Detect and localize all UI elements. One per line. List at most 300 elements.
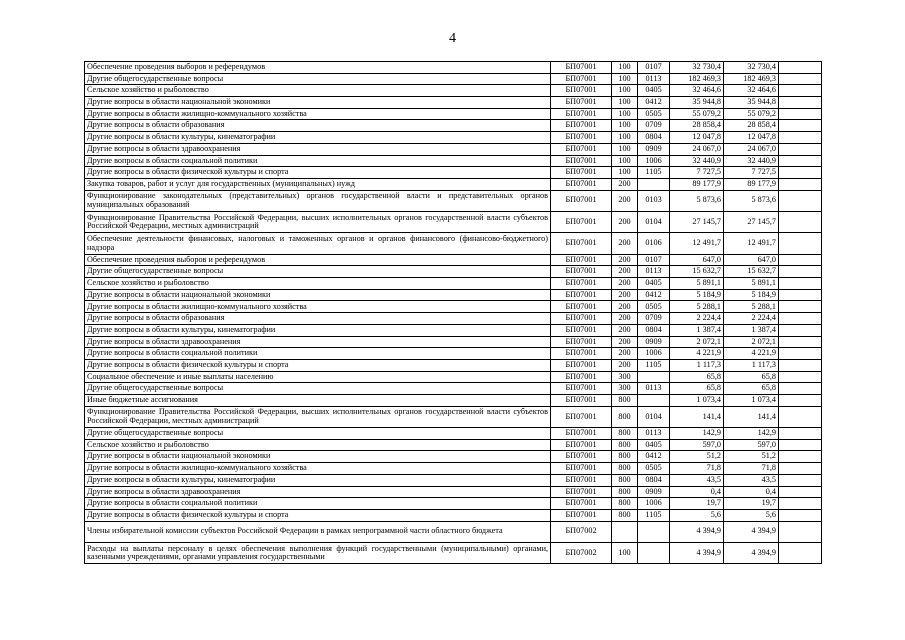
target-article-code: БП07001 (551, 120, 612, 132)
table-row (85, 120, 822, 132)
expense-name: Другие общегосударственные вопросы (85, 383, 551, 395)
table-row (85, 233, 822, 254)
empty-cell (779, 394, 822, 406)
amount-year-1: 1 073,4 (670, 394, 724, 406)
expense-type-code: 100 (612, 155, 638, 167)
table-row (85, 155, 822, 167)
amount-year-2: 43,5 (724, 474, 779, 486)
amount-year-2: 4 221,9 (724, 348, 779, 360)
expense-name: Функционирование законодательных (представительных) органов государственной власти и представительных органов муниципальных образований (85, 190, 551, 211)
expense-type-code: 800 (612, 394, 638, 406)
table-row (85, 521, 822, 542)
expense-name: Другие вопросы в области жилищно-коммунального хозяйства (85, 301, 551, 313)
target-article-code: БП07001 (551, 486, 612, 498)
budget-table-body (85, 62, 822, 564)
expense-type-code: 200 (612, 301, 638, 313)
table-row (85, 85, 822, 97)
expense-name: Другие вопросы в области физической культуры и спорта (85, 359, 551, 371)
expense-type-code: 800 (612, 463, 638, 475)
amount-year-2: 142,9 (724, 428, 779, 440)
expense-name: Другие вопросы в области здравоохранения (85, 143, 551, 155)
amount-year-2: 27 145,7 (724, 211, 779, 232)
section-code: 0412 (638, 451, 670, 463)
amount-year-2: 65,8 (724, 383, 779, 395)
table-row (85, 313, 822, 325)
section-code: 1105 (638, 167, 670, 179)
expense-name: Другие вопросы в области социальной политики (85, 498, 551, 510)
target-article-code: БП07001 (551, 324, 612, 336)
table-row (85, 439, 822, 451)
expense-name: Другие вопросы в области физической культуры и спорта (85, 509, 551, 521)
amount-year-2: 51,2 (724, 451, 779, 463)
amount-year-2: 12 047,8 (724, 132, 779, 144)
table-row (85, 143, 822, 155)
amount-year-1: 12 491,7 (670, 233, 724, 254)
section-code: 0505 (638, 301, 670, 313)
target-article-code: БП07001 (551, 348, 612, 360)
table-row (85, 486, 822, 498)
empty-cell (779, 143, 822, 155)
section-code: 0909 (638, 486, 670, 498)
amount-year-1: 2 072,1 (670, 336, 724, 348)
amount-year-2: 55 079,2 (724, 108, 779, 120)
target-article-code: БП07001 (551, 211, 612, 232)
section-code: 1006 (638, 498, 670, 510)
empty-cell (779, 439, 822, 451)
amount-year-1: 142,9 (670, 428, 724, 440)
target-article-code: БП07001 (551, 254, 612, 266)
expense-type-code: 200 (612, 348, 638, 360)
expense-type-code: 100 (612, 120, 638, 132)
target-article-code: БП07001 (551, 313, 612, 325)
target-article-code: БП07001 (551, 278, 612, 290)
section-code: 0709 (638, 313, 670, 325)
expense-type-code: 100 (612, 62, 638, 74)
section-code (638, 542, 670, 563)
empty-cell (779, 97, 822, 109)
table-row (85, 278, 822, 290)
expense-name: Другие вопросы в области социальной политики (85, 155, 551, 167)
amount-year-1: 141,4 (670, 406, 724, 427)
table-row (85, 62, 822, 74)
section-code: 0804 (638, 474, 670, 486)
expense-name: Другие общегосударственные вопросы (85, 73, 551, 85)
expense-type-code: 800 (612, 486, 638, 498)
expense-type-code: 100 (612, 167, 638, 179)
expense-name: Обеспечение проведения выборов и референдумов (85, 62, 551, 74)
section-code: 0804 (638, 324, 670, 336)
table-row (85, 324, 822, 336)
target-article-code: БП07001 (551, 383, 612, 395)
expense-name: Другие вопросы в области жилищно-коммунального хозяйства (85, 108, 551, 120)
expense-name: Иные бюджетные ассигнования (85, 394, 551, 406)
expense-name: Другие вопросы в области национальной экономики (85, 97, 551, 109)
expense-type-code: 100 (612, 73, 638, 85)
table-row (85, 451, 822, 463)
amount-year-1: 182 469,3 (670, 73, 724, 85)
expense-type-code: 300 (612, 383, 638, 395)
expense-type-code: 200 (612, 266, 638, 278)
amount-year-1: 32 440,9 (670, 155, 724, 167)
amount-year-2: 5,6 (724, 509, 779, 521)
section-code (638, 371, 670, 383)
section-code: 0412 (638, 289, 670, 301)
section-code (638, 178, 670, 190)
target-article-code: БП07001 (551, 85, 612, 97)
table-row (85, 97, 822, 109)
target-article-code: БП07001 (551, 73, 612, 85)
expense-type-code: 800 (612, 451, 638, 463)
empty-cell (779, 406, 822, 427)
empty-cell (779, 167, 822, 179)
section-code: 0107 (638, 62, 670, 74)
section-code: 0113 (638, 266, 670, 278)
empty-cell (779, 498, 822, 510)
expense-type-code: 300 (612, 371, 638, 383)
expense-type-code: 200 (612, 278, 638, 290)
amount-year-1: 2 224,4 (670, 313, 724, 325)
empty-cell (779, 211, 822, 232)
amount-year-2: 12 491,7 (724, 233, 779, 254)
expense-type-code: 100 (612, 85, 638, 97)
empty-cell (779, 178, 822, 190)
expense-name: Расходы на выплаты персоналу в целях обеспечения выполнения функций государственными (муниципальными) органами, казенными учреждениями, органами управления государственными (85, 542, 551, 563)
table-row (85, 211, 822, 232)
section-code: 0909 (638, 336, 670, 348)
empty-cell (779, 289, 822, 301)
table-row (85, 178, 822, 190)
expense-type-code: 200 (612, 324, 638, 336)
amount-year-1: 65,8 (670, 383, 724, 395)
expense-name: Другие вопросы в области культуры, кинематографии (85, 132, 551, 144)
expense-type-code: 100 (612, 132, 638, 144)
empty-cell (779, 155, 822, 167)
section-code: 0505 (638, 108, 670, 120)
amount-year-1: 19,7 (670, 498, 724, 510)
empty-cell (779, 85, 822, 97)
table-row (85, 254, 822, 266)
table-row (85, 132, 822, 144)
empty-cell (779, 428, 822, 440)
target-article-code: БП07001 (551, 167, 612, 179)
amount-year-1: 89 177,9 (670, 178, 724, 190)
page-number: 4 (449, 31, 456, 46)
expense-type-code: 200 (612, 233, 638, 254)
expense-type-code: 800 (612, 474, 638, 486)
empty-cell (779, 108, 822, 120)
expense-name: Другие вопросы в области социальной политики (85, 348, 551, 360)
amount-year-2: 19,7 (724, 498, 779, 510)
expense-name: Сельское хозяйство и рыболовство (85, 278, 551, 290)
expense-name: Другие вопросы в области здравоохранения (85, 486, 551, 498)
section-code: 0405 (638, 439, 670, 451)
expense-name: Другие вопросы в области культуры, кинематографии (85, 324, 551, 336)
empty-cell (779, 73, 822, 85)
empty-cell (779, 371, 822, 383)
target-article-code: БП07001 (551, 406, 612, 427)
amount-year-2: 597,0 (724, 439, 779, 451)
table-row (85, 498, 822, 510)
amount-year-2: 647,0 (724, 254, 779, 266)
section-code: 1105 (638, 359, 670, 371)
target-article-code: БП07001 (551, 498, 612, 510)
amount-year-2: 4 394,9 (724, 542, 779, 563)
empty-cell (779, 383, 822, 395)
section-code: 0103 (638, 190, 670, 211)
amount-year-1: 43,5 (670, 474, 724, 486)
amount-year-1: 55 079,2 (670, 108, 724, 120)
amount-year-2: 5 184,9 (724, 289, 779, 301)
amount-year-2: 1 387,4 (724, 324, 779, 336)
amount-year-2: 32 440,9 (724, 155, 779, 167)
amount-year-1: 4 394,9 (670, 542, 724, 563)
expense-type-code: 200 (612, 178, 638, 190)
amount-year-1: 5 184,9 (670, 289, 724, 301)
expense-name: Функционирование Правительства Российской Федерации, высших исполнительных органов государственной власти субъектов Российской Федерации, местных администраций (85, 211, 551, 232)
section-code: 0405 (638, 278, 670, 290)
expense-name: Другие вопросы в области образования (85, 120, 551, 132)
target-article-code: БП07001 (551, 359, 612, 371)
target-article-code: БП07001 (551, 132, 612, 144)
empty-cell (779, 359, 822, 371)
amount-year-1: 51,2 (670, 451, 724, 463)
expense-name: Другие вопросы в области культуры, кинематографии (85, 474, 551, 486)
table-row (85, 406, 822, 427)
section-code (638, 394, 670, 406)
amount-year-1: 71,8 (670, 463, 724, 475)
expense-type-code: 200 (612, 289, 638, 301)
target-article-code: БП07001 (551, 474, 612, 486)
table-row (85, 359, 822, 371)
table-row (85, 289, 822, 301)
target-article-code: БП07001 (551, 336, 612, 348)
table-row (85, 428, 822, 440)
expense-name: Другие вопросы в области образования (85, 313, 551, 325)
section-code (638, 521, 670, 542)
expense-name: Функционирование Правительства Российской Федерации, высших исполнительных органов государственной власти субъектов Российской Федерации, местных администраций (85, 406, 551, 427)
table-row (85, 383, 822, 395)
section-code: 0106 (638, 233, 670, 254)
table-row (85, 509, 822, 521)
expense-type-code: 100 (612, 542, 638, 563)
empty-cell (779, 474, 822, 486)
amount-year-1: 5,6 (670, 509, 724, 521)
amount-year-1: 1 387,4 (670, 324, 724, 336)
target-article-code: БП07001 (551, 62, 612, 74)
table-row (85, 108, 822, 120)
expense-type-code: 100 (612, 143, 638, 155)
amount-year-2: 32 464,6 (724, 85, 779, 97)
amount-year-1: 597,0 (670, 439, 724, 451)
amount-year-2: 5 873,6 (724, 190, 779, 211)
empty-cell (779, 336, 822, 348)
amount-year-1: 7 727,5 (670, 167, 724, 179)
target-article-code: БП07001 (551, 108, 612, 120)
amount-year-2: 0,4 (724, 486, 779, 498)
target-article-code: БП07001 (551, 155, 612, 167)
table-row (85, 474, 822, 486)
expense-name: Другие общегосударственные вопросы (85, 428, 551, 440)
section-code: 0909 (638, 143, 670, 155)
expense-name: Социальное обеспечение и иные выплаты населению (85, 371, 551, 383)
target-article-code: БП07001 (551, 233, 612, 254)
target-article-code: БП07001 (551, 266, 612, 278)
expense-type-code: 200 (612, 313, 638, 325)
target-article-code: БП07001 (551, 178, 612, 190)
amount-year-2: 35 944,8 (724, 97, 779, 109)
amount-year-1: 27 145,7 (670, 211, 724, 232)
expense-name: Закупка товаров, работ и услуг для государственных (муниципальных) нужд (85, 178, 551, 190)
table-row (85, 348, 822, 360)
section-code: 0412 (638, 97, 670, 109)
amount-year-2: 5 288,1 (724, 301, 779, 313)
empty-cell (779, 463, 822, 475)
empty-cell (779, 266, 822, 278)
table-row (85, 336, 822, 348)
section-code: 0104 (638, 406, 670, 427)
empty-cell (779, 301, 822, 313)
target-article-code: БП07001 (551, 394, 612, 406)
section-code: 1006 (638, 155, 670, 167)
section-code: 0104 (638, 211, 670, 232)
amount-year-1: 12 047,8 (670, 132, 724, 144)
target-article-code: БП07001 (551, 289, 612, 301)
amount-year-1: 5 288,1 (670, 301, 724, 313)
empty-cell (779, 509, 822, 521)
amount-year-1: 24 067,0 (670, 143, 724, 155)
section-code: 1105 (638, 509, 670, 521)
target-article-code: БП07001 (551, 428, 612, 440)
empty-cell (779, 233, 822, 254)
amount-year-1: 4 221,9 (670, 348, 724, 360)
amount-year-1: 32 730,4 (670, 62, 724, 74)
table-row (85, 394, 822, 406)
amount-year-1: 35 944,8 (670, 97, 724, 109)
expense-name: Члены избирательной комиссии субъектов Российской Федерации в рамках непрограммной части областного бюджета (85, 521, 551, 542)
table-row (85, 266, 822, 278)
amount-year-2: 182 469,3 (724, 73, 779, 85)
expense-type-code (612, 521, 638, 542)
amount-year-1: 647,0 (670, 254, 724, 266)
expense-name: Сельское хозяйство и рыболовство (85, 439, 551, 451)
empty-cell (779, 278, 822, 290)
expense-name: Другие вопросы в области жилищно-коммунального хозяйства (85, 463, 551, 475)
empty-cell (779, 190, 822, 211)
amount-year-2: 71,8 (724, 463, 779, 475)
amount-year-2: 4 394,9 (724, 521, 779, 542)
target-article-code: БП07002 (551, 521, 612, 542)
target-article-code: БП07001 (551, 463, 612, 475)
section-code: 0709 (638, 120, 670, 132)
expense-name: Другие вопросы в области физической культуры и спорта (85, 167, 551, 179)
expense-type-code: 200 (612, 254, 638, 266)
empty-cell (779, 451, 822, 463)
amount-year-1: 15 632,7 (670, 266, 724, 278)
expense-type-code: 100 (612, 97, 638, 109)
expense-type-code: 200 (612, 190, 638, 211)
table-row (85, 542, 822, 563)
section-code: 0113 (638, 383, 670, 395)
section-code: 0405 (638, 85, 670, 97)
amount-year-2: 28 858,4 (724, 120, 779, 132)
expense-name: Другие вопросы в области национальной экономики (85, 289, 551, 301)
empty-cell (779, 348, 822, 360)
table-row (85, 73, 822, 85)
expense-type-code: 800 (612, 428, 638, 440)
expense-name: Обеспечение проведения выборов и референдумов (85, 254, 551, 266)
expense-type-code: 200 (612, 211, 638, 232)
section-code: 0113 (638, 73, 670, 85)
amount-year-1: 65,8 (670, 371, 724, 383)
amount-year-1: 0,4 (670, 486, 724, 498)
target-article-code: БП07001 (551, 190, 612, 211)
target-article-code: БП07001 (551, 301, 612, 313)
amount-year-2: 2 224,4 (724, 313, 779, 325)
section-code: 0107 (638, 254, 670, 266)
amount-year-2: 1 073,4 (724, 394, 779, 406)
empty-cell (779, 486, 822, 498)
target-article-code: БП07001 (551, 371, 612, 383)
empty-cell (779, 313, 822, 325)
target-article-code: БП07002 (551, 542, 612, 563)
amount-year-1: 5 891,1 (670, 278, 724, 290)
target-article-code: БП07001 (551, 97, 612, 109)
target-article-code: БП07001 (551, 439, 612, 451)
amount-year-2: 7 727,5 (724, 167, 779, 179)
table-row (85, 190, 822, 211)
amount-year-2: 65,8 (724, 371, 779, 383)
expense-type-code: 100 (612, 108, 638, 120)
expense-type-code: 200 (612, 336, 638, 348)
amount-year-2: 141,4 (724, 406, 779, 427)
expense-type-code: 800 (612, 509, 638, 521)
amount-year-1: 1 117,3 (670, 359, 724, 371)
expense-type-code: 800 (612, 439, 638, 451)
target-article-code: БП07001 (551, 143, 612, 155)
amount-year-1: 32 464,6 (670, 85, 724, 97)
amount-year-2: 89 177,9 (724, 178, 779, 190)
section-code: 0113 (638, 428, 670, 440)
empty-cell (779, 324, 822, 336)
target-article-code: БП07001 (551, 451, 612, 463)
amount-year-2: 2 072,1 (724, 336, 779, 348)
target-article-code: БП07001 (551, 509, 612, 521)
amount-year-2: 1 117,3 (724, 359, 779, 371)
expense-name: Обеспечение деятельности финансовых, налоговых и таможенных органов и органов финансового (финансово-бюджетного) надзора (85, 233, 551, 254)
empty-cell (779, 120, 822, 132)
amount-year-2: 5 891,1 (724, 278, 779, 290)
empty-cell (779, 254, 822, 266)
section-code: 0804 (638, 132, 670, 144)
amount-year-2: 24 067,0 (724, 143, 779, 155)
expense-type-code: 800 (612, 406, 638, 427)
empty-cell (779, 542, 822, 563)
amount-year-2: 32 730,4 (724, 62, 779, 74)
empty-cell (779, 521, 822, 542)
expense-type-code: 200 (612, 359, 638, 371)
expense-name: Другие общегосударственные вопросы (85, 266, 551, 278)
empty-cell (779, 62, 822, 74)
amount-year-1: 28 858,4 (670, 120, 724, 132)
amount-year-1: 4 394,9 (670, 521, 724, 542)
table-row (85, 301, 822, 313)
budget-table (84, 61, 822, 564)
table-row (85, 371, 822, 383)
empty-cell (779, 132, 822, 144)
expense-name: Другие вопросы в области здравоохранения (85, 336, 551, 348)
table-row (85, 463, 822, 475)
section-code: 1006 (638, 348, 670, 360)
